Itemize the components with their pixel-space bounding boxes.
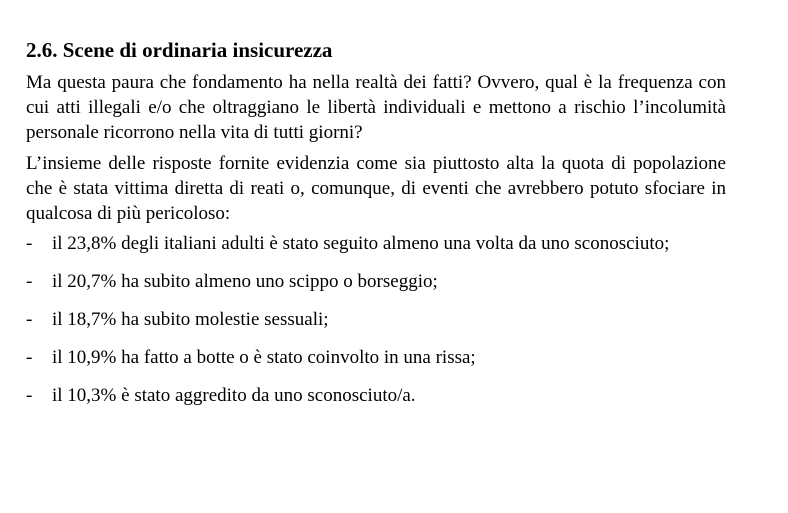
list-item-text: il 10,3% è stato aggredito da uno sconosciuto/a. [52, 385, 416, 406]
dash-bullet: - [26, 271, 33, 292]
dash-bullet: - [26, 385, 33, 406]
list-item [26, 345, 726, 370]
paragraph-intro: Ma questa paura che fondamento ha nella realtà dei fatti? Ovvero, qual è la frequenza con cui atti illegali e/o che oltraggiano le libertà individuali e mettono a rischio l’incolumità personale ricorrono nella vita di tutti giorni? [26, 72, 726, 143]
section-title: 2.6. Scene di ordinaria insicurezza [26, 38, 333, 62]
dash-bullet: - [26, 309, 33, 330]
paragraph-responses: L’insieme delle risposte fornite evidenzia come sia piuttosto alta la quota di popolazione che è stata vittima diretta di reati o, comunque, di eventi che avrebbero potuto sfociare in qualcosa di più pericoloso: [26, 153, 726, 224]
list-item [26, 383, 726, 408]
dash-bullet: - [26, 233, 33, 254]
list-item [26, 231, 726, 256]
list-item-text: il 18,7% ha subito molestie sessuali; [52, 309, 329, 330]
list-item [26, 269, 726, 294]
list-item-text: il 20,7% ha subito almeno uno scippo o borseggio; [52, 271, 438, 292]
list-item-text: il 23,8% degli italiani adulti è stato seguito almeno una volta da uno sconosciuto; [52, 233, 670, 254]
list-item [26, 307, 726, 332]
list-item-text: il 10,9% ha fatto a botte o è stato coinvolto in una rissa; [52, 347, 476, 368]
dash-bullet: - [26, 347, 33, 368]
statistics-list [26, 231, 726, 408]
